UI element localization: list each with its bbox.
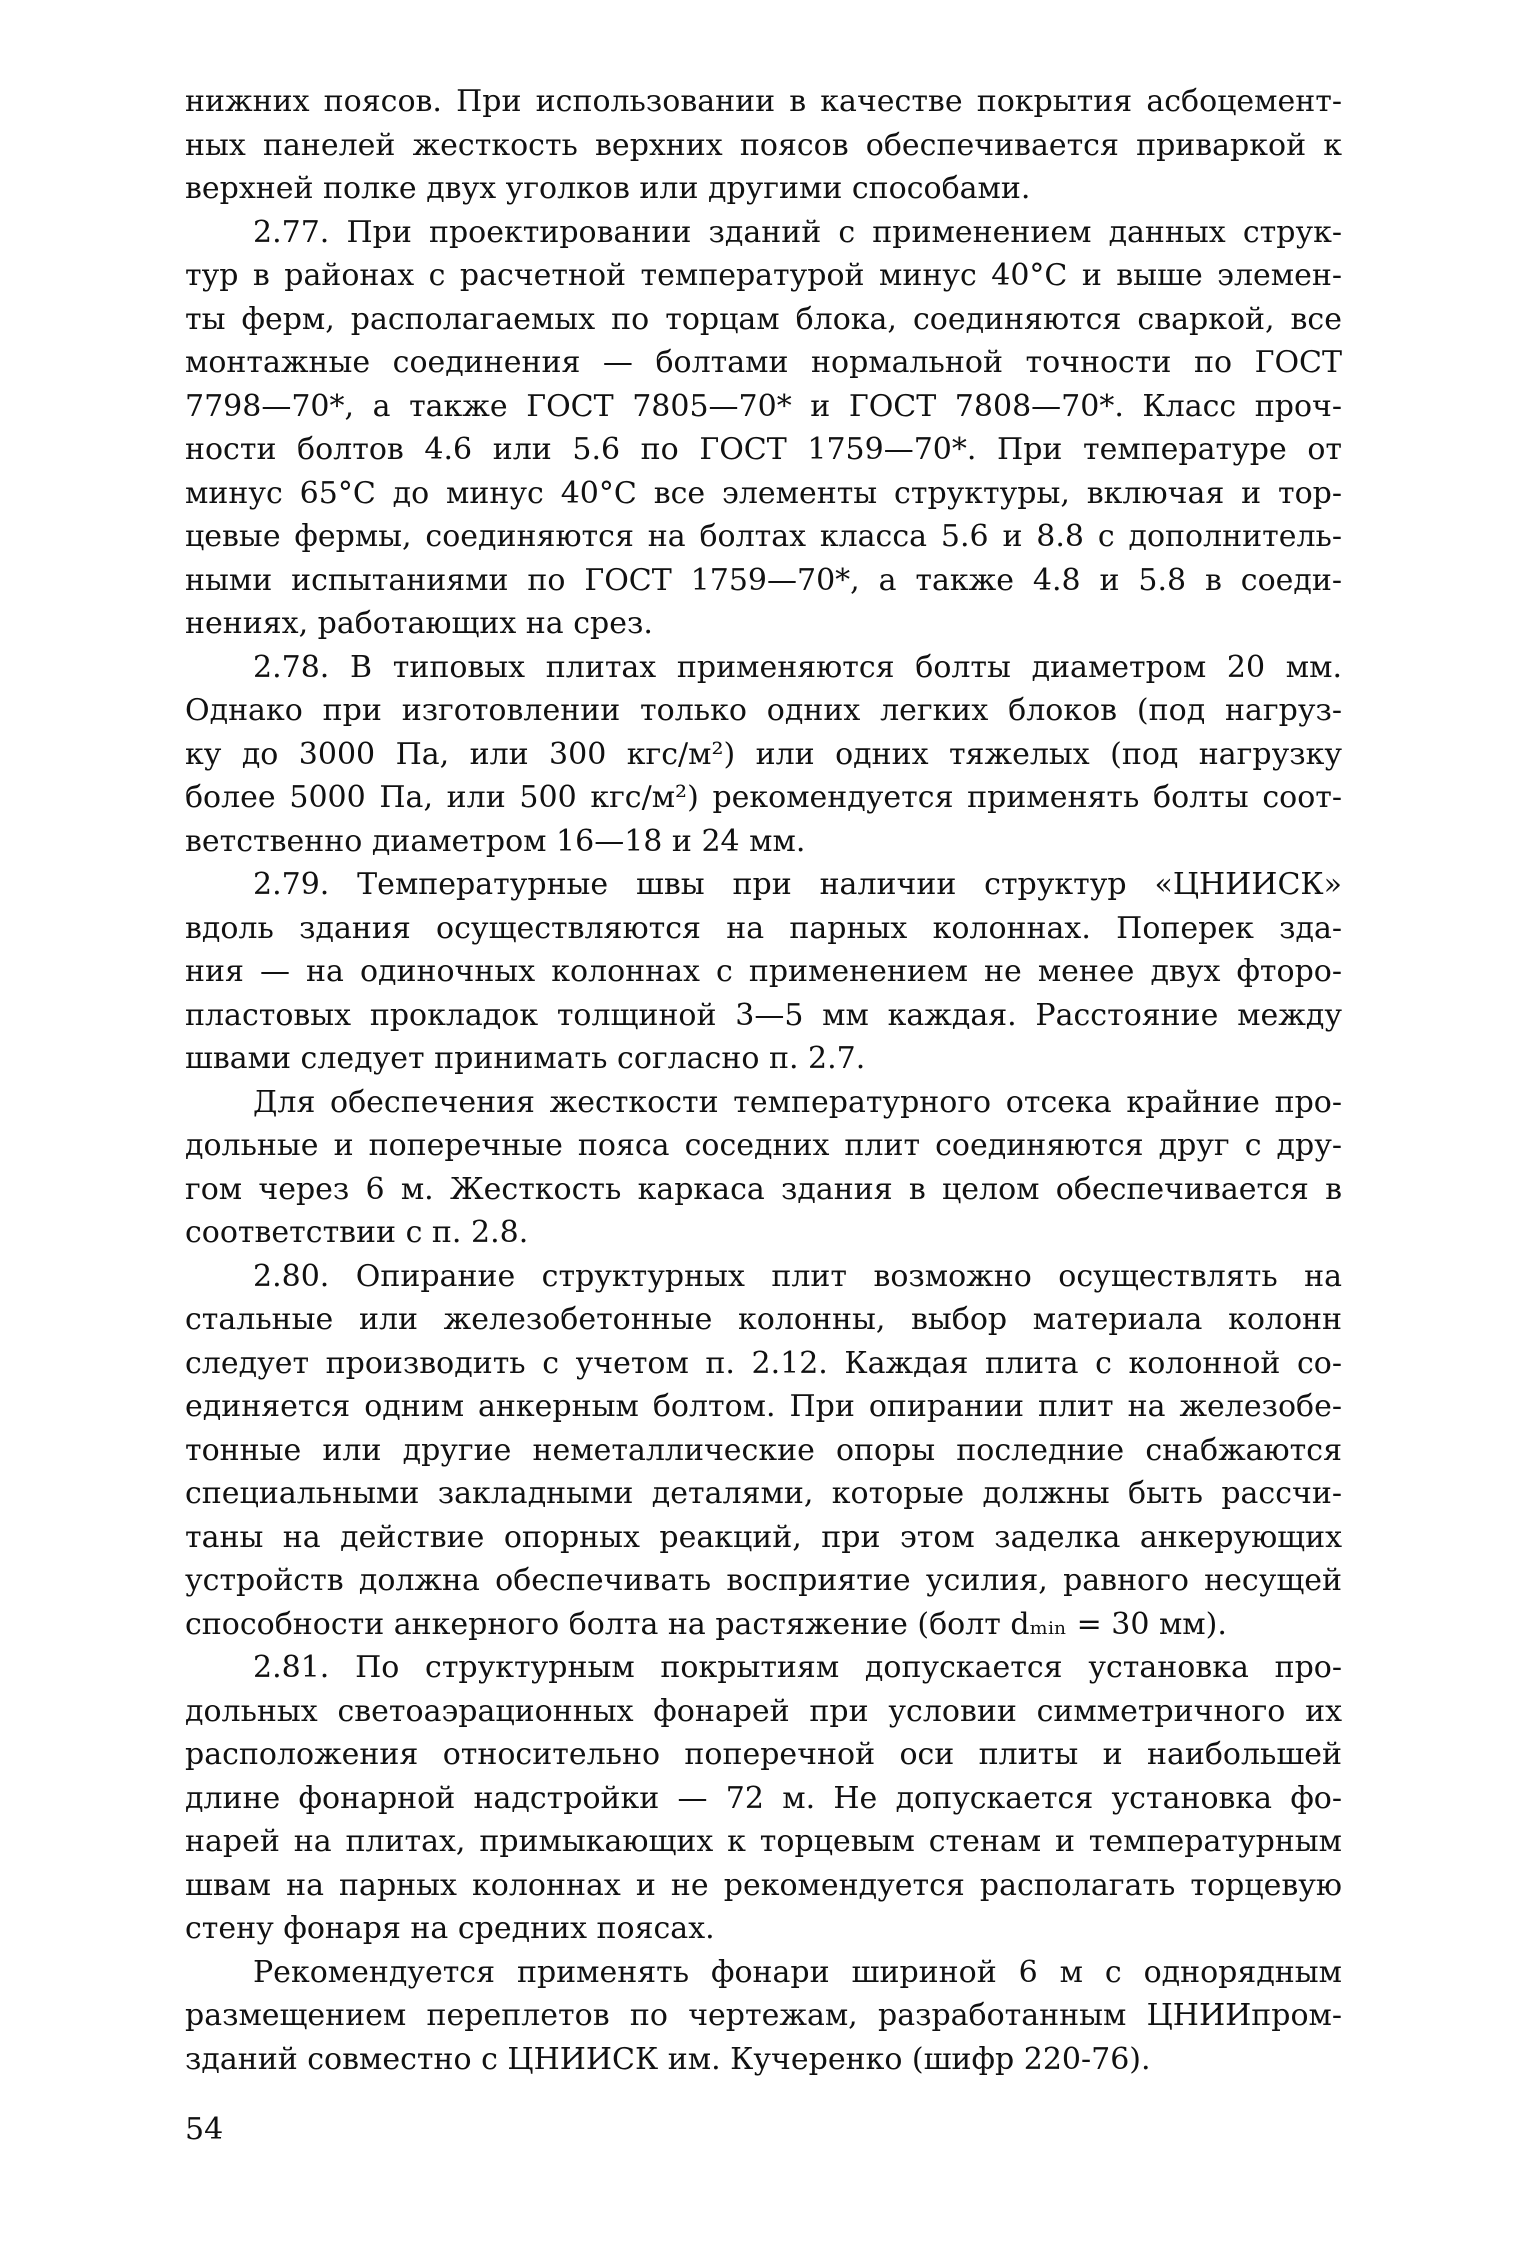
text-line: вдоль здания осуществляются на парных колоннах. Поперек зда-: [185, 910, 1342, 946]
text-line: ными испытаниями по ГОСТ 1759—70*, а также 4.8 и 5.8 в соеди-: [185, 562, 1342, 598]
text-line: способности анкерного болта на растяжение (болт dₘᵢₙ = 30 мм).: [185, 1606, 1227, 1642]
text-line: стальные или железобетонные колонны, выбор материала колонн: [185, 1302, 1342, 1337]
text-line: дольных светоаэрационных фонарей при условии симметричного их: [185, 1693, 1342, 1729]
text-line: нениях, работающих на срез.: [185, 606, 653, 641]
text-line: ности болтов 4.6 или 5.6 по ГОСТ 1759—70*. При температуре от: [185, 432, 1342, 467]
text-line: ния — на одиночных колоннах с применением не менее двух фторо-: [185, 954, 1342, 989]
paragraph: [185, 863, 1342, 1081]
text-line: Для обеспечения жесткости температурного отсека крайние про-: [253, 1084, 1342, 1120]
text-line: зданий совместно с ЦНИИСК им. Кучеренко (шифр 220-76).: [185, 2041, 1151, 2077]
text-line: соответствии с п. 2.8.: [185, 1215, 529, 1250]
page-number: 54: [185, 2112, 224, 2147]
text-line: таны на действие опорных реакций, при этом заделка анкерующих: [185, 1519, 1342, 1555]
text-line: пластовых прокладок толщиной 3—5 мм каждая. Расстояние между: [185, 997, 1342, 1033]
text-line: расположения относительно поперечной оси плиты и наибольшей: [185, 1737, 1342, 1772]
page-body: [185, 80, 1342, 2081]
text-line: тур в районах с расчетной температурой минус 40°С и выше элемен-: [185, 258, 1342, 293]
text-line: цевые фермы, соединяются на болтах класса 5.6 и 8.8 с дополнитель-: [185, 519, 1342, 554]
text-line: ных панелей жесткость верхних поясов обеспечивается приваркой к: [185, 127, 1342, 163]
text-line: ветственно диаметром 16—18 и 24 мм.: [185, 823, 806, 859]
text-line: гом через 6 м. Жесткость каркаса здания в целом обеспечивается в: [185, 1171, 1342, 1207]
text-line: верхней полке двух уголков или другими способами.: [185, 171, 1031, 206]
paragraph: [185, 80, 1342, 211]
text-line: дольные и поперечные пояса соседних плит соединяются друг с дру-: [185, 1128, 1342, 1163]
paragraph: [185, 1081, 1342, 1255]
text-line: следует производить с учетом п. 2.12. Каждая плита с колонной со-: [185, 1345, 1342, 1381]
text-line: Однако при изготовлении только одних легких блоков (под нагруз-: [185, 693, 1342, 728]
text-line: 2.80. Опирание структурных плит возможно осуществлять на: [253, 1258, 1342, 1294]
text-line: 7798—70*, а также ГОСТ 7805—70* и ГОСТ 7808—70*. Класс проч-: [185, 388, 1342, 424]
text-line: 2.79. Температурные швы при наличии структур «ЦНИИСК»: [253, 867, 1342, 902]
text-line: ты ферм, располагаемых по торцам блока, соединяются сваркой, все: [185, 301, 1342, 337]
text-line: 2.77. При проектировании зданий с применением данных струк-: [253, 214, 1342, 250]
paragraph: [185, 646, 1342, 864]
paragraph: [185, 1951, 1342, 2082]
text-line: размещением переплетов по чертежам, разработанным ЦНИИпром-: [185, 1998, 1342, 2033]
text-line: швам на парных колоннах и не рекомендуется располагать торцевую: [185, 1867, 1342, 1903]
text-line: Рекомендуется применять фонари шириной 6 м с однорядным: [253, 1954, 1342, 1990]
text-line: более 5000 Па, или 500 кгс/м²) рекомендуется применять болты соот-: [185, 780, 1342, 815]
text-line: ку до 3000 Па, или 300 кгс/м²) или одних тяжелых (под нагрузку: [185, 736, 1342, 772]
paragraph: [185, 1646, 1342, 1951]
text-line: специальными закладными деталями, которые должны быть рассчи-: [185, 1476, 1342, 1511]
text-line: минус 65°С до минус 40°С все элементы структуры, включая и тор-: [185, 475, 1342, 511]
text-line: длине фонарной надстройки — 72 м. Не допускается установка фо-: [185, 1780, 1342, 1816]
paragraph: [185, 211, 1342, 646]
text-line: монтажные соединения — болтами нормальной точности по ГОСТ: [185, 345, 1342, 380]
text-line: 2.81. По структурным покрытиям допускается установка про-: [253, 1650, 1342, 1685]
text-line: нижних поясов. При использовании в качестве покрытия асбоцемент-: [185, 84, 1342, 119]
text-line: швами следует принимать согласно п. 2.7.: [185, 1041, 866, 1076]
text-line: 2.78. В типовых плитах применяются болты диаметром 20 мм.: [253, 649, 1342, 685]
paragraph: [185, 1255, 1342, 1647]
text-line: стену фонаря на средних поясах.: [185, 1911, 715, 1946]
text-line: единяется одним анкерным болтом. При опирании плит на железобе-: [185, 1389, 1342, 1424]
text-line: тонные или другие неметаллические опоры последние снабжаются: [185, 1432, 1342, 1468]
text-line: нарей на плитах, примыкающих к торцевым стенам и температурным: [185, 1824, 1342, 1859]
text-line: устройств должна обеспечивать восприятие усилия, равного несущей: [185, 1563, 1342, 1598]
